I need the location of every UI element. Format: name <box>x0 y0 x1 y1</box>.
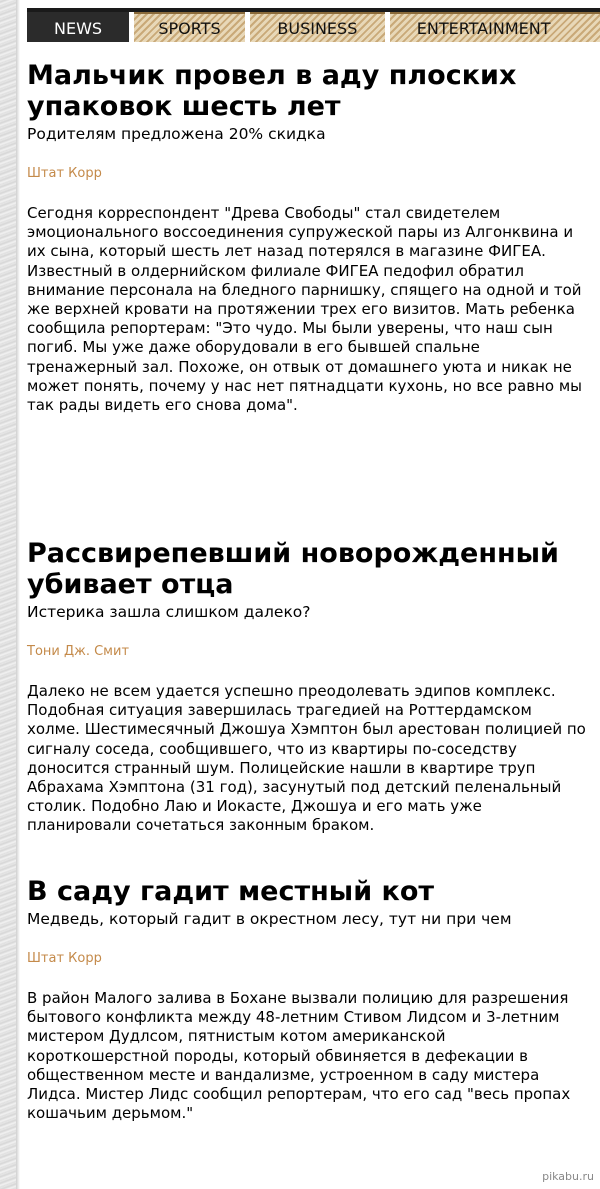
article-1 <box>27 60 587 415</box>
tab-news[interactable]: NEWS <box>27 12 129 42</box>
tab-business[interactable]: BUSINESS <box>250 12 385 42</box>
article-body: Сегодня корреспондент "Древа Свободы" стал свидетелем эмоционального воссоединения супружеской пары из Алгонквина и их сына, который шесть лет назад потерялся в магазине ФИГЕА. Известный в олдернийском филиале ФИГЕА педофил обратил внимание персонала на бледного парнишку, спящего на одной и той же верхней кровати на протяжении трех его визитов. Мать ребенка сообщила репортерам: "Это чудо. Мы были уверены, что наш сын погиб. Мы уже даже оборудовали в его бывшей спальне тренажерный зал. Похоже, он отвык от домашнего уюта и никак не может понять, почему у нас нет пятнадцати кухонь, но все равно мы так рады видеть его снова дома". <box>27 204 582 415</box>
article-headline[interactable]: Рассвирепевший новорожденный убивает отца <box>27 538 559 600</box>
page-side-border <box>0 0 16 1189</box>
tab-entertainment[interactable]: ENTERTAINMENT <box>390 12 600 42</box>
article-headline[interactable]: Мальчик провел в аду плоских упаковок шесть лет <box>27 60 517 122</box>
article-byline[interactable]: Штат Корр <box>27 951 102 966</box>
watermark: pikabu.ru <box>542 1170 594 1183</box>
article-byline[interactable]: Тони Дж. Смит <box>27 644 130 659</box>
article-body: Далеко не всем удается успешно преодолевать эдипов комплекс. Подобная ситуация завершилась трагедией на Роттердамском холме. Шестимесячный Джошуа Хэмптон был арестован полицией по сигналу соседа, сообщившего, что из квартиры по-соседству доносится странный шум. Полицейские нашли в квартире труп Абрахама Хэмптона (31 год), засунутый под детский пеленальный столик. Подобно Лаю и Иокасте, Джошуа и его мать уже планировали сочетаться законным браком. <box>27 682 586 835</box>
article-2 <box>27 538 587 836</box>
tab-sports[interactable]: SPORTS <box>134 12 245 42</box>
page-side-border-edge <box>16 0 20 1189</box>
article-subhead: Истерика зашла слишком далеко? <box>27 603 311 621</box>
section-nav <box>27 12 600 42</box>
article-body: В район Малого залива в Бохане вызвали полицию для разрешения бытового конфликта между 48-летним Стивом Лидсом и 3-летним мистером Дудлсом, пятнистым котом американской короткошерстной породы, который обвиняется в дефекации в общественном месте и вандализме, устроенном в саду мистера Лидса. Мистер Лидс сообщил репортерам, что его сад "весь пропах кошачьим дерьмом." <box>27 989 571 1123</box>
article-headline[interactable]: В саду гадит местный кот <box>27 876 435 907</box>
article-3 <box>27 876 587 1123</box>
article-subhead: Родителям предложена 20% скидка <box>27 125 326 143</box>
article-subhead: Медведь, который гадит в окрестном лесу, тут ни при чем <box>27 910 512 928</box>
article-byline[interactable]: Штат Корр <box>27 166 102 181</box>
